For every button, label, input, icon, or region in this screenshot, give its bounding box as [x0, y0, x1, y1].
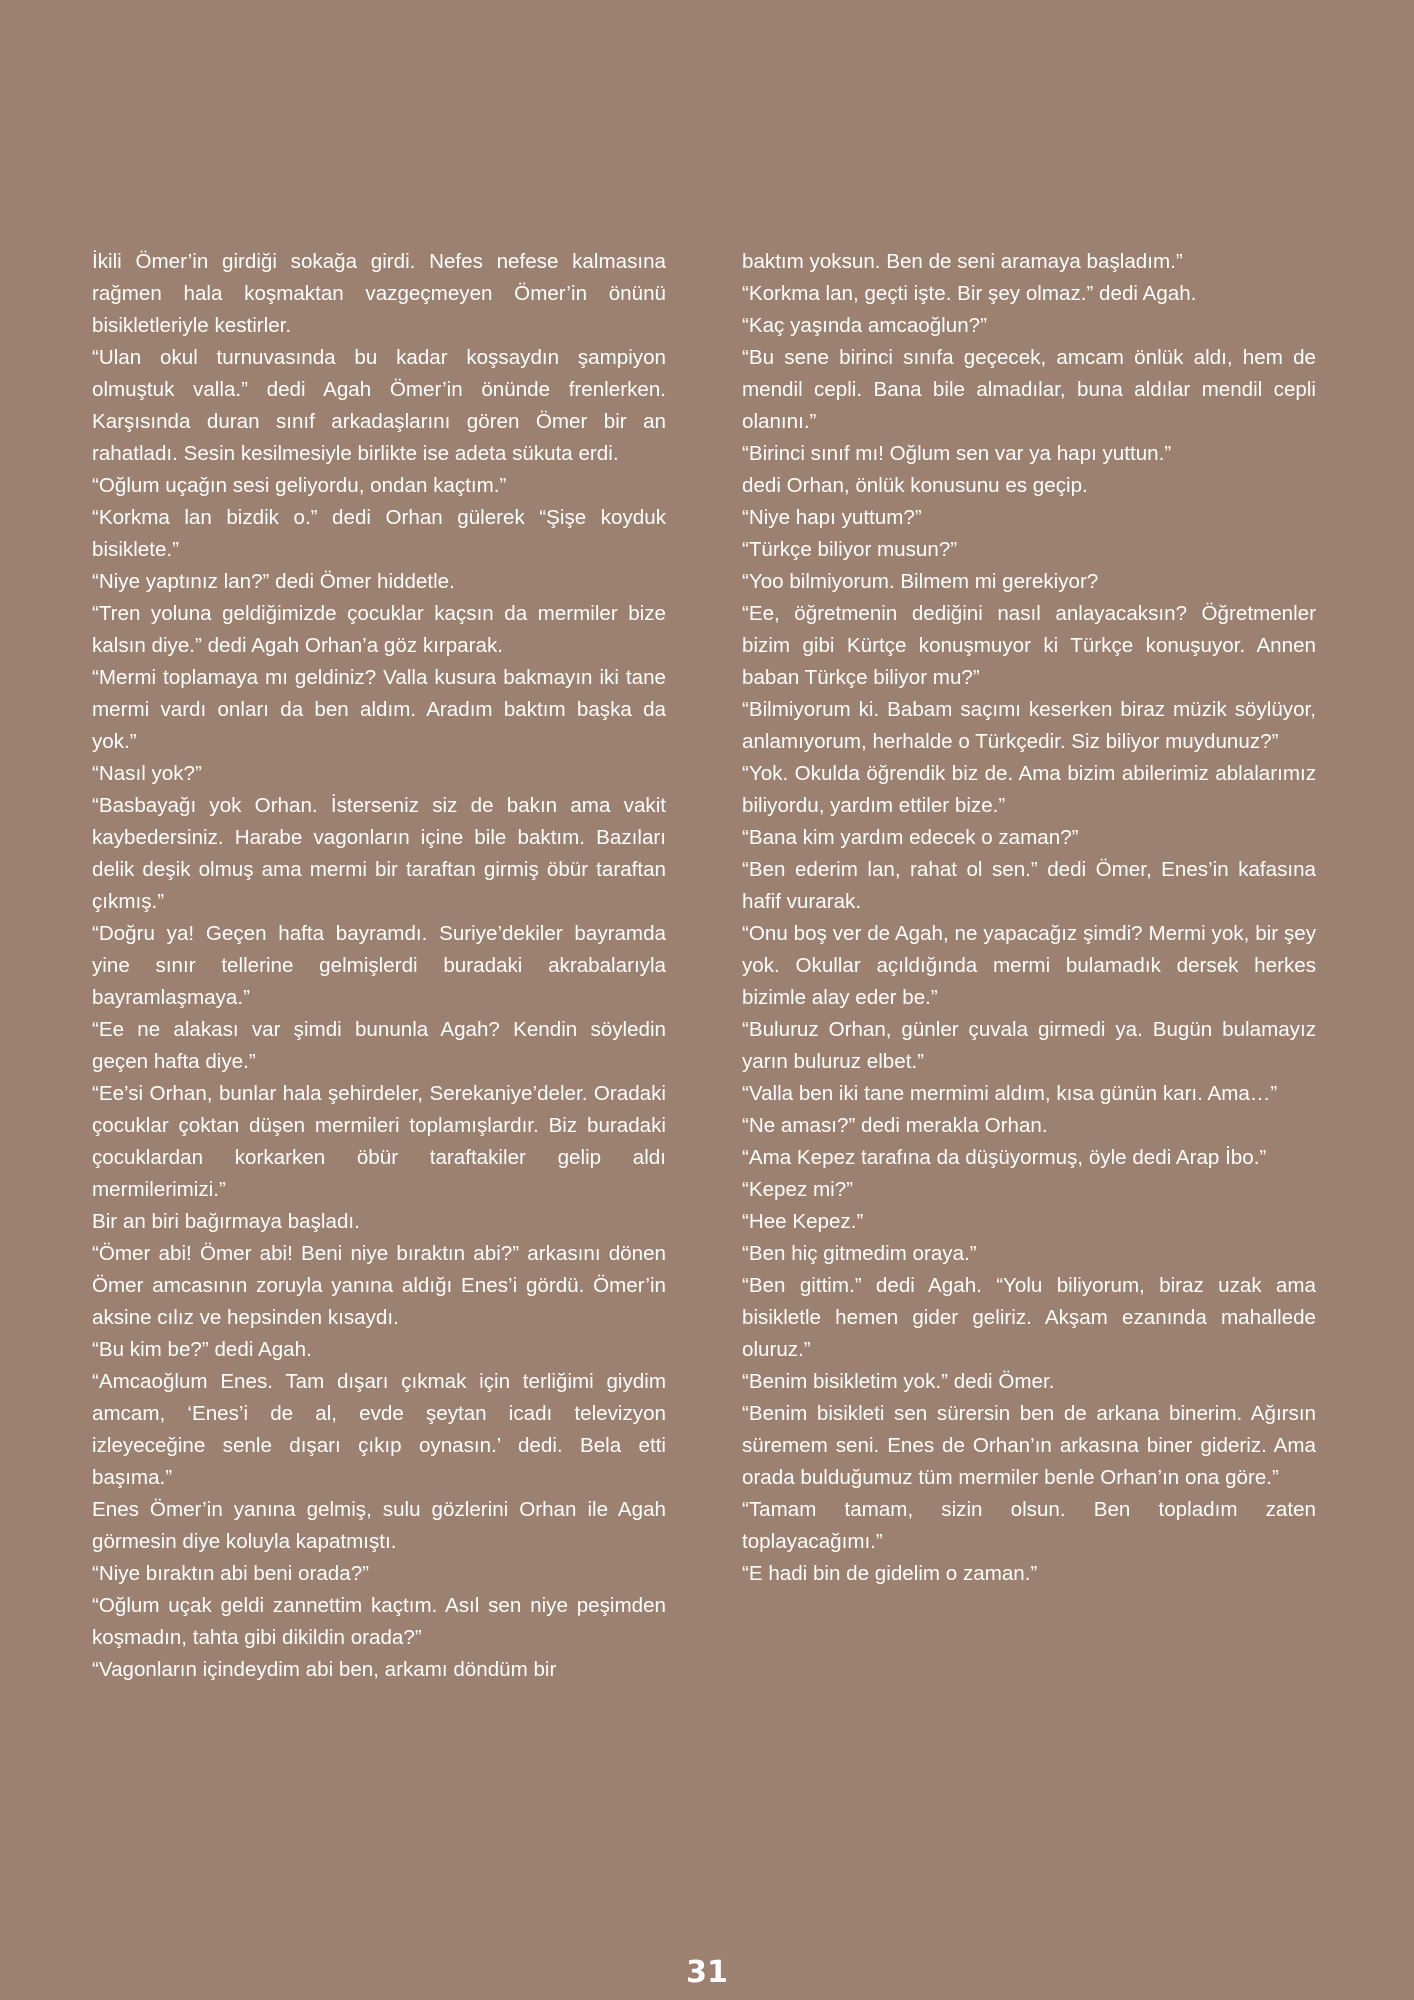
page-number: 31 [686, 1955, 728, 1990]
paragraph: “Birinci sınıf mı! Oğlum sen var ya hapı yuttun.” [742, 442, 1172, 465]
paragraph: “Onu boş ver de Agah, ne yapacağız şimdi? Mermi yok, bir şey yok. Okullar açıldığında mermi bulamadık dersek herkes bizimle alay eder be.” [742, 922, 1316, 1009]
paragraph: “Amcaoğlum Enes. Tam dışarı çıkmak için terliğimi giydim amcam, ‘Enes’i de al, evde şeytan icadı televizyon izleyeceğine senle dışarı çıkıp oynasın.’ dedi. Bela etti başıma.” [92, 1370, 666, 1489]
paragraph: “Oğlum uçak geldi zannettim kaçtım. Asıl sen niye peşimden koşmadın, tahta gibi dikildin orada?” [92, 1594, 666, 1649]
paragraph: “Niye hapı yuttum?” [742, 506, 922, 529]
paragraph: “Tamam tamam, sizin olsun. Ben topladım zaten toplayacağımı.” [742, 1498, 1316, 1553]
paragraph: “Niye yaptınız lan?” dedi Ömer hiddetle. [92, 570, 455, 593]
paragraph: “Ulan okul turnuvasında bu kadar koşsaydın şampiyon olmuştuk valla.” dedi Agah Ömer’in önünde frenlerken. Karşısında duran sınıf arkadaşlarını gören Ömer bir an rahatladı. Sesin kesilmesiyle birlikte ise adeta sükuta erdi. [92, 346, 666, 465]
paragraph: “Bu sene birinci sınıfa geçecek, amcam önlük aldı, hem de mendil cepli. Bana bile almadılar, buna aldılar mendil cepli olanını.” [742, 346, 1316, 433]
paragraph: “Doğru ya! Geçen hafta bayramdı. Suriye’dekiler bayramda yine sınır tellerine gelmişlerdi buradaki akrabalarıyla bayramlaşmaya.” [92, 922, 666, 1009]
paragraph: “Niye bıraktın abi beni orada?” [92, 1562, 370, 1585]
paragraph: “Nasıl yok?” [92, 762, 202, 785]
paragraph: baktım yoksun. Ben de seni aramaya başladım.” [742, 250, 1183, 273]
paragraph: “Ee’si Orhan, bunlar hala şehirdeler, Serekaniye’deler. Oradaki çocuklar çoktan düşen mermileri toplamışlardır. Biz buradaki çocuklardan korkarken öbür taraftakiler gelip aldı mermilerimizi.” [92, 1082, 666, 1201]
paragraph: İkili Ömer’in girdiği sokağa girdi. Nefes nefese kalmasına rağmen hala koşmaktan vazgeçmeyen Ömer’in önünü bisikletleriyle kestirler. [92, 250, 666, 337]
paragraph: “Tren yoluna geldiğimizde çocuklar kaçsın da mermiler bize kalsın diye.” dedi Agah Orhan’a göz kırparak. [92, 602, 666, 657]
paragraph: “Buluruz Orhan, günler çuvala girmedi ya. Bugün bulamayız yarın buluruz elbet.” [742, 1018, 1316, 1073]
paragraph: “Türkçe biliyor musun?” [742, 538, 958, 561]
paragraph: “Oğlum uçağın sesi geliyordu, ondan kaçtım.” [92, 474, 507, 497]
paragraph: “Yok. Okulda öğrendik biz de. Ama bizim abilerimiz ablalarımız biliyordu, yardım ettiler bize.” [742, 762, 1316, 817]
paragraph: “Mermi toplamaya mı geldiniz? Valla kusura bakmayın iki tane mermi vardı onları da ben aldım. Aradım baktım başka da yok.” [92, 666, 666, 753]
paragraph: “Korkma lan, geçti işte. Bir şey olmaz.” dedi Agah. [742, 282, 1197, 305]
paragraph: “Ee ne alakası var şimdi bununla Agah? Kendin söyledin geçen hafta diye.” [92, 1018, 666, 1073]
paragraph: “Ömer abi! Ömer abi! Beni niye bıraktın abi?” arkasını dönen Ömer amcasının zoruyla yanına aldığı Enes’i gördü. Ömer’in aksine cılız ve hepsinden kısaydı. [92, 1242, 666, 1329]
paragraph: Bir an biri bağırmaya başladı. [92, 1210, 360, 1233]
paragraph: “Bana kim yardım edecek o zaman?” [742, 826, 1079, 849]
paragraph: “Vagonların içindeydim abi ben, arkamı döndüm bir [92, 1658, 557, 1681]
paragraph: dedi Orhan, önlük konusunu es geçip. [742, 474, 1088, 497]
paragraph: “Bu kim be?” dedi Agah. [92, 1338, 312, 1361]
paragraph: “Ee, öğretmenin dediğini nasıl anlayacaksın? Öğretmenler bizim gibi Kürtçe konuşmuyor ki Türkçe konuşuyor. Annen baban Türkçe biliyor mu?” [742, 602, 1316, 689]
paragraph: “Ben hiç gitmedim oraya.” [742, 1242, 977, 1265]
paragraph: “Valla ben iki tane mermimi aldım, kısa günün karı. Ama…” [742, 1082, 1278, 1105]
paragraph: “Hee Kepez.” [742, 1210, 864, 1233]
paragraph: “Kepez mi?” [742, 1178, 854, 1201]
paragraph: “Benim bisikleti sen sürersin ben de arkana binerim. Ağırsın süremem seni. Enes de Orhan’ın arkasına biner gideriz. Ama orada bulduğumuz tüm mermiler benle Orhan’ın ona göre.” [742, 1402, 1316, 1489]
paragraph: “Ne aması?” dedi merakla Orhan. [742, 1114, 1048, 1137]
paragraph: “Yoo bilmiyorum. Bilmem mi gerekiyor? [742, 570, 1099, 593]
paragraph: “Benim bisikletim yok.” dedi Ömer. [742, 1370, 1055, 1393]
paragraph: “Ben gittim.” dedi Agah. “Yolu biliyorum, biraz uzak ama bisikletle hemen gider geliriz. Akşam ezanında mahallede oluruz.” [742, 1274, 1316, 1361]
paragraph: Enes Ömer’in yanına gelmiş, sulu gözlerini Orhan ile Agah görmesin diye koluyla kapatmıştı. [92, 1498, 666, 1553]
paragraph: “Ama Kepez tarafına da düşüyormuş, öyle dedi Arap İbo.” [742, 1146, 1267, 1169]
right-text-column [742, 246, 1316, 1590]
paragraph: “Basbayağı yok Orhan. İsterseniz siz de bakın ama vakit kaybedersiniz. Harabe vagonların içine bile baktım. Bazıları delik deşik olmuş ama mermi bir taraftan girmiş öbür taraftan çıkmış.” [92, 794, 666, 913]
paragraph: “Korkma lan bizdik o.” dedi Orhan gülerek “Şişe koyduk bisiklete.” [92, 506, 666, 561]
left-text-column [92, 246, 666, 1686]
paragraph: “Ben ederim lan, rahat ol sen.” dedi Ömer, Enes’in kafasına hafif vurarak. [742, 858, 1316, 913]
paragraph: “E hadi bin de gidelim o zaman.” [742, 1562, 1038, 1585]
paragraph: “Bilmiyorum ki. Babam saçımı keserken biraz müzik söylüyor, anlamıyorum, herhalde o Türkçedir. Siz biliyor muydunuz?” [742, 698, 1316, 753]
paragraph: “Kaç yaşında amcaoğlun?” [742, 314, 987, 337]
